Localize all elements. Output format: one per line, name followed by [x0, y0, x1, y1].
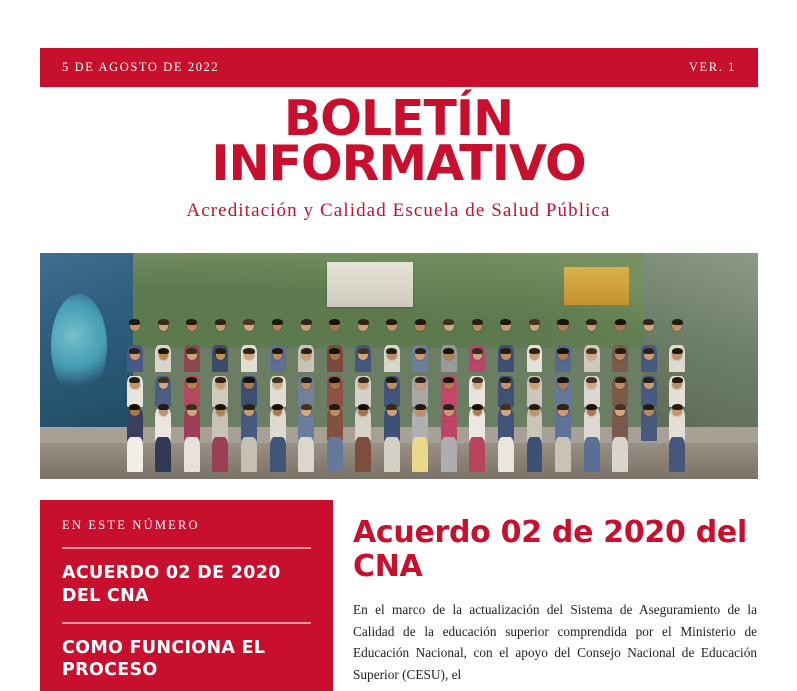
photo-person: [669, 407, 686, 470]
photo-banner-right: [564, 267, 629, 305]
page-subtitle: Acreditación y Calidad Escuela de Salud Pública: [186, 200, 611, 222]
header-bar: [40, 48, 758, 87]
photo-person: [497, 407, 514, 470]
photo-person: [155, 407, 172, 470]
divider: [62, 622, 311, 624]
divider: [62, 547, 311, 549]
hero-photo-canvas: [40, 253, 758, 479]
photo-person: [440, 407, 457, 470]
issue-version: VER. 1: [688, 60, 736, 74]
photo-person: [240, 407, 257, 470]
photo-person: [554, 407, 571, 470]
toc-item-acuerdo[interactable]: ACUERDO 02 DE 2020 DEL CNA: [62, 563, 281, 606]
photo-person: [383, 407, 400, 470]
page-title-line-1: BOLETÍN: [283, 90, 514, 147]
photo-banner-left: [327, 262, 413, 307]
issue-date: 5 DE AGOSTO DE 2022: [62, 60, 220, 74]
photo-person: [526, 407, 543, 470]
photo-crowd-row: [126, 407, 686, 470]
in-this-issue-label: EN ESTE NÚMERO: [62, 518, 200, 532]
photo-person: [583, 407, 600, 470]
article: [353, 516, 757, 685]
photo-person: [126, 407, 143, 470]
photo-person: [212, 407, 229, 470]
photo-person: [183, 407, 200, 470]
photo-person: [640, 407, 657, 470]
photo-person: [326, 407, 343, 470]
page-title-line-2: INFORMATIVO: [211, 135, 586, 193]
masthead: [0, 90, 797, 222]
photo-person: [355, 407, 372, 470]
article-body: En el marco de la actualización del Sistema de Aseguramiento de la Calidad de la educación superior comprendida por el Ministerio de Educación Nacional, con el apoyo del Consejo Nacional de Educación Superior (CESU), el: [353, 602, 757, 682]
photo-person: [412, 407, 429, 470]
article-title: Acuerdo 02 de 2020 del CNA: [353, 515, 747, 584]
toc-item-proceso[interactable]: COMO FUNCIONA EL PROCESO: [62, 637, 266, 681]
photo-person: [469, 407, 486, 470]
photo-person: [611, 407, 628, 470]
photo-person: [297, 407, 314, 470]
photo-person: [269, 407, 286, 470]
in-this-issue-panel: [40, 500, 333, 691]
hero-photo: [40, 253, 758, 479]
